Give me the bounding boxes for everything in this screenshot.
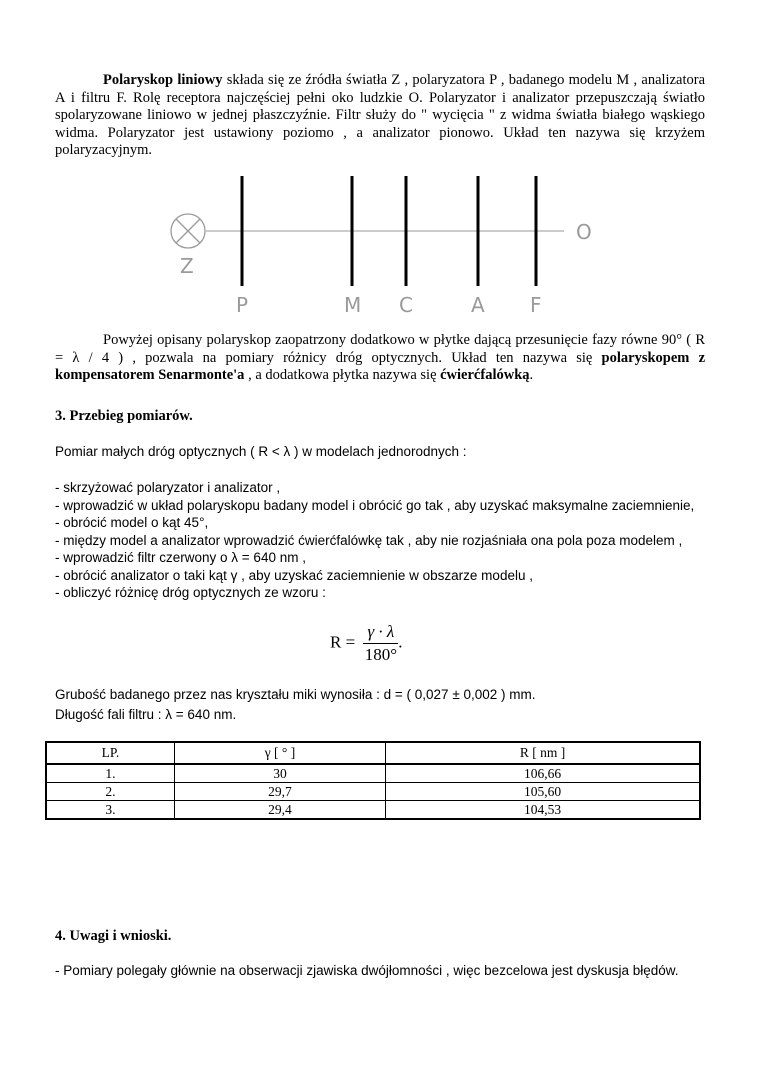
header-lp: LP.: [46, 742, 174, 764]
table-cell: 2.: [46, 783, 174, 801]
compensator-text-2: , a dodatkowa płytka nazywa się: [244, 367, 441, 383]
formula-numerator: γ · λ: [363, 622, 398, 644]
table-cell: 106,66: [386, 764, 700, 783]
element-label-f: F: [530, 293, 542, 317]
formula-denominator: 180°: [364, 645, 397, 664]
element-label-m: M: [344, 293, 362, 317]
element-label-p: P: [236, 293, 249, 317]
light-source-icon: [171, 214, 205, 248]
table-cell: 29,7: [174, 783, 385, 801]
formula-fraction: [363, 622, 398, 665]
thickness-line: Grubość badanego przez nas kryształu miki wynosiła : d = ( 0,027 ± 0,002 ) mm.: [55, 687, 536, 702]
formula: [330, 622, 403, 672]
table-cell: 29,4: [174, 801, 385, 820]
compensator-text-1: Powyżej opisany polaryskop zaopatrzony dodatkowo w płytke dającą przesunięcie fazy równe 90° ( R = λ / 4 ) , pozwala na pomiary różnicy dróg optycznych. Układ ten nazywa się: [55, 332, 705, 366]
compensator-bold-1: polaryskopem z kompensatorem Senarmonte'a: [55, 349, 705, 383]
intro-bold-term: Polaryskop liniowy: [103, 72, 223, 88]
source-label: Z: [180, 254, 194, 278]
element-label-c: C: [399, 293, 413, 317]
step-item: - między model a analizator wprowadzić ćwierćfalówkę tak , aby nie rozjaśniała ona pola poza modelem ,: [55, 532, 683, 548]
section3-heading: 3. Przebieg pomiarów.: [55, 408, 193, 424]
step-item: - obrócić model o kąt 45°,: [55, 515, 209, 530]
results-table: [45, 741, 701, 820]
table-row: [46, 783, 700, 801]
table-cell: 105,60: [386, 783, 700, 801]
compensator-paragraph: [55, 332, 705, 385]
header-gamma: γ [ ° ]: [174, 742, 385, 764]
table-cell: 3.: [46, 801, 174, 820]
table-cell: 30: [174, 764, 385, 783]
step-item: - obrócić analizator o taki kąt γ , aby uzyskać zaciemnienie w obszarze modelu ,: [55, 567, 533, 583]
element-label-a: A: [471, 293, 485, 317]
section4-text: - Pomiary polegały głównie na obserwacji zjawiska dwójłomności , więc bezcelowa jest dyskusja błędów.: [55, 963, 679, 978]
table-row: [46, 801, 700, 820]
steps-list: [55, 479, 705, 602]
table-row: [46, 764, 700, 783]
formula-lhs: R =: [330, 632, 356, 652]
intro-paragraph: [55, 72, 705, 160]
intro-text: składa się ze źródła światła Z , polaryzatora P , badanego modelu M , analizatora A i filtru F. Rolę receptora najczęściej pełni oko ludzkie O. Polaryzator i analizator przepuszczają światło spolaryzowane liniowo w jednej płaszczyźnie. Filtr służy do " wycięcia " z widma światła białego wąskiego widma. Polaryzator jest ustawiony poziomo , a analizator pionowo. Układ ten nazywa się krzyżem polaryzacyjnym.: [55, 72, 705, 158]
table-cell: 1.: [46, 764, 174, 783]
header-r: R [ nm ]: [386, 742, 700, 764]
table-cell: 104,53: [386, 801, 700, 820]
wavelength-line: Długość fali filtru : λ = 640 nm.: [55, 707, 237, 722]
step-item: - obliczyć różnicę dróg optycznych ze wzoru :: [55, 585, 326, 600]
formula-end: .: [398, 632, 403, 652]
step-item: - wprowadzić w układ polaryskopu badany model i obrócić go tak , aby uzyskać maksymalne zaciemnienie,: [55, 497, 695, 513]
observer-label: O: [576, 220, 592, 244]
section3-lead: Pomiar małych dróg optycznych ( R < λ ) w modelach jednorodnych :: [55, 444, 467, 459]
section4-heading: 4. Uwagi i wnioski.: [55, 928, 172, 944]
table-header-row: [46, 742, 700, 764]
compensator-text-3: .: [529, 367, 534, 383]
step-item: - wprowadzić filtr czerwony o λ = 640 nm ,: [55, 550, 306, 565]
polariscope-diagram: [160, 170, 600, 320]
step-item: - skrzyżować polaryzator i analizator ,: [55, 480, 281, 495]
compensator-bold-2: ćwierćfalówką: [440, 367, 530, 383]
